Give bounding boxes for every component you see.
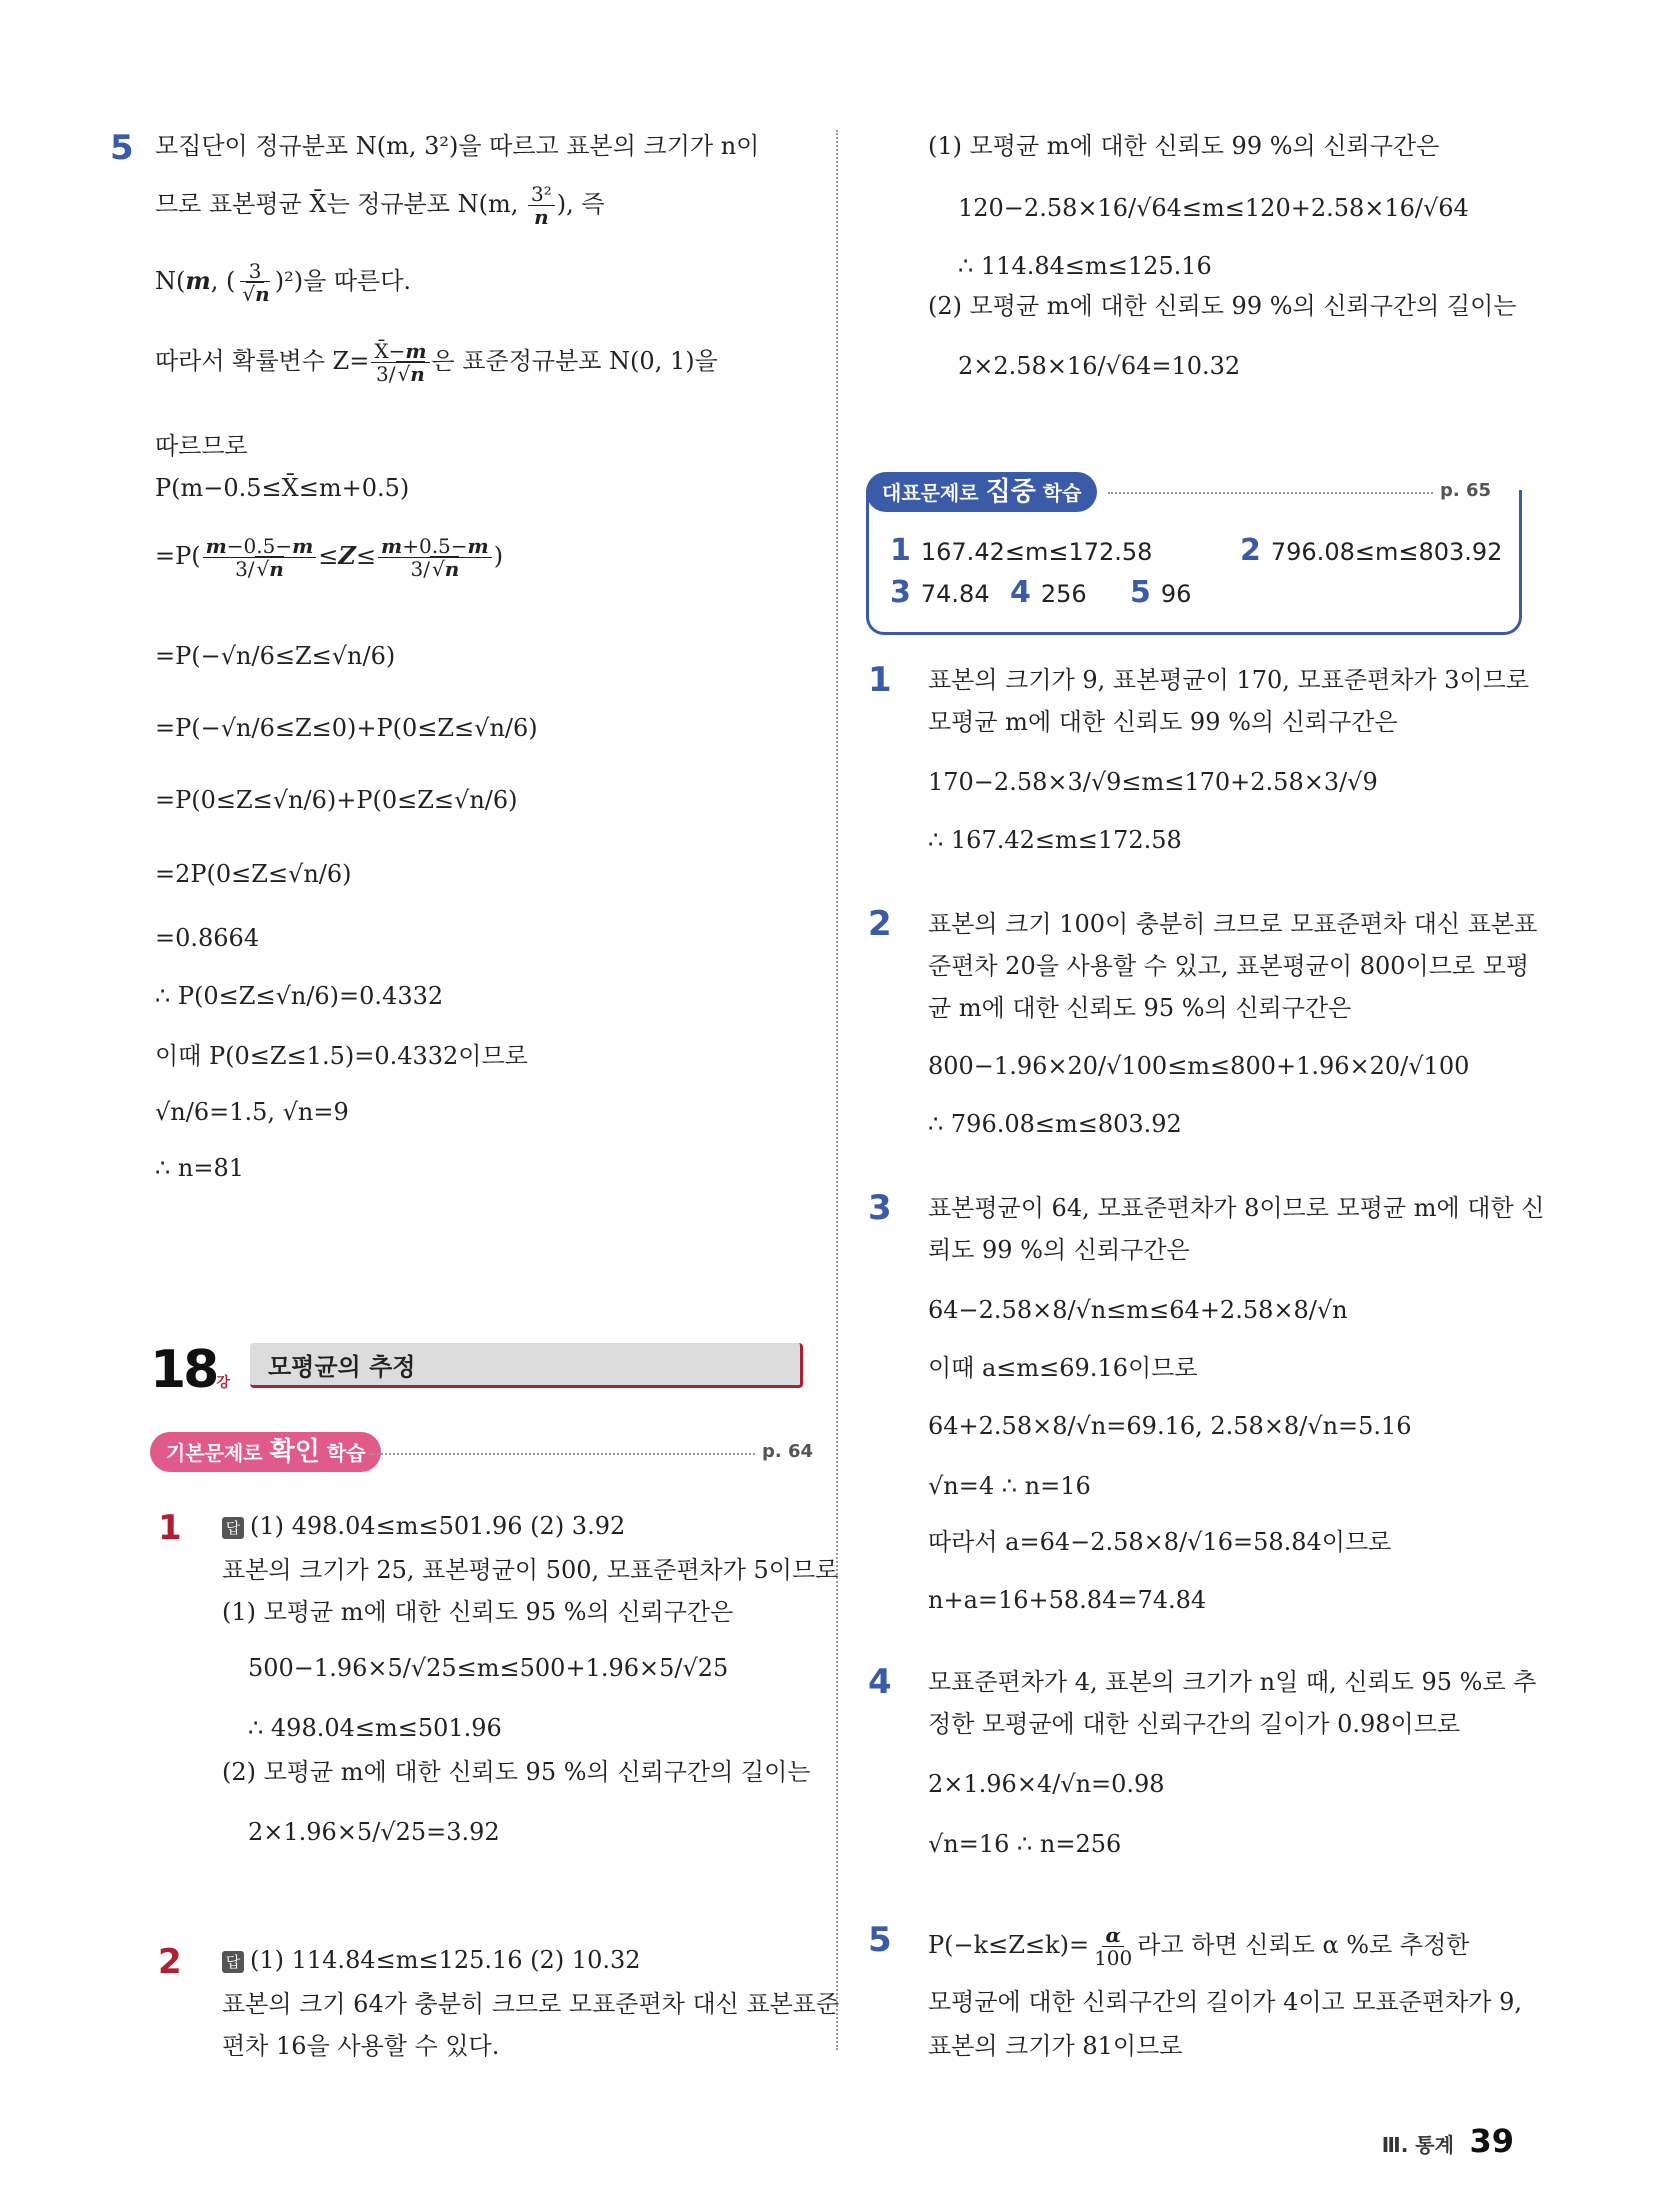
text-line: 모표준편차가 4, 표본의 크기가 n일 때, 신뢰도 95 %로 추 [928, 1668, 1537, 1696]
text-line: 표본평균이 64, 모표준편차가 8이므로 모평균 m에 대한 신 [928, 1194, 1545, 1222]
math-line: 이때 P(0≤Z≤1.5)=0.4332이므로 [155, 1042, 528, 1070]
math-line: =P( $\frac{m-0.5-m}{3/√ n}$ ≤Z≤ $\frac{m+0.5-m}{3/√ n}$ ) [155, 535, 503, 580]
text-line: 표본의 크기 100이 충분히 크므로 모표준편차 대신 표본표 [928, 910, 1538, 938]
math-line: ∴ n=81 [155, 1154, 245, 1182]
problem-number-5: 5 [110, 128, 134, 168]
fraction: $\frac{\text{3²}}{n}$ [528, 183, 555, 228]
summary-answer-5: 5 96 [1130, 575, 1192, 610]
math-line: n+a=16+58.84=74.84 [928, 1586, 1207, 1614]
math-line: =0.8664 [155, 924, 260, 952]
text-line: 준편차 20을 사용할 수 있고, 표본평균이 800이므로 모평 [928, 952, 1530, 980]
math-line: ∴ 114.84≤m≤125.16 [958, 252, 1212, 280]
text-line: (2) 모평균 m에 대한 신뢰도 99 %의 신뢰구간의 길이는 [928, 292, 1517, 320]
math-line: √n/6=1.5, √n=9 [155, 1098, 349, 1126]
math-line: 2×2.58×16/√64=10.32 [958, 352, 1241, 380]
text-line: P(−k≤Z≤k)= $\frac{\alpha}{100}$ 라고 하면 신뢰도 α %로 추정한 [928, 1923, 1470, 1970]
summary-answer-2: 2 796.08≤m≤803.92 [1240, 533, 1503, 568]
page-number: 39 [1469, 2122, 1514, 2160]
text-line: 표본의 크기 64가 충분히 크므로 모표준편차 대신 표본표준 [222, 1990, 840, 2018]
math-line: 64+2.58×8/√n=69.16, 2.58×8/√n=5.16 [928, 1412, 1412, 1440]
math-line: P(m−0.5≤X̄≤m+0.5) [155, 474, 410, 502]
math-line: √n=4 ∴ n=16 [928, 1472, 1091, 1500]
problem-number-5: 5 [868, 1920, 892, 1960]
summary-answer-4: 4 256 [1010, 575, 1087, 610]
page-reference: p. 64 [762, 1441, 814, 1462]
math-line: 170−2.58×3/√9≤m≤170+2.58×3/√9 [928, 768, 1378, 796]
column-divider [836, 130, 838, 2050]
page-footer [1382, 2122, 1514, 2160]
math-line: =P(−√n/6≤Z≤0)+P(0≤Z≤√n/6) [155, 714, 538, 742]
math-line: 2×1.96×4/√n=0.98 [928, 1770, 1165, 1798]
summary-answer-1: 1 167.42≤m≤172.58 [890, 533, 1153, 568]
representative-problem-label: 대표문제로 집중 학습 [866, 472, 1097, 512]
math-line: 500−1.96×5/√25≤m≤500+1.96×5/√25 [248, 1654, 729, 1682]
section-number: 18강 [150, 1340, 230, 1400]
math-line: =P(0≤Z≤√n/6)+P(0≤Z≤√n/6) [155, 786, 518, 814]
answer-badge: 답 [222, 1517, 244, 1539]
text-line: 므로 표본평균 X̄는 정규분포 N(m, $\frac{\text{3²}}{n}$ ), 즉 [155, 182, 605, 229]
section-header [150, 1340, 810, 1400]
text-line: N(m, ( 3 √ n )²)을 따른다. [155, 260, 411, 305]
text-line: 표본의 크기가 25, 표본평균이 500, 모표준편차가 5이므로 [222, 1556, 839, 1584]
text-line: 균 m에 대한 신뢰도 95 %의 신뢰구간은 [928, 994, 1352, 1022]
problem-number-1: 1 [158, 1508, 182, 1548]
math-line: 64−2.58×8/√n≤m≤64+2.58×8/√n [928, 1296, 1348, 1324]
text-line: 이때 a≤m≤69.16이므로 [928, 1354, 1198, 1382]
text-line: 정한 모평균에 대한 신뢰구간의 길이가 0.98이므로 [928, 1710, 1461, 1738]
math-line: ∴ P(0≤Z≤√n/6)=0.4332 [155, 982, 444, 1010]
text-line: 모평균 m에 대한 신뢰도 99 %의 신뢰구간은 [928, 708, 1398, 736]
chapter-label: Ⅲ. 통계 [1381, 2133, 1454, 2157]
problem-number-3: 3 [868, 1188, 892, 1228]
text-line: 따라서 확률변수 Z= $\frac{X̄-m}{3/√ n}$ 은 표준정규분포 N(0, 1)을 [155, 340, 718, 385]
math-line: 120−2.58×16/√64≤m≤120+2.58×16/√64 [958, 194, 1469, 222]
problem-number-2: 2 [868, 904, 892, 944]
text-line: (1) 모평균 m에 대한 신뢰도 99 %의 신뢰구간은 [928, 132, 1440, 160]
dotted-rule [1108, 492, 1433, 494]
problem-number-1: 1 [868, 660, 892, 700]
math-line: √n=16 ∴ n=256 [928, 1830, 1122, 1858]
math-line: 800−1.96×20/√100≤m≤800+1.96×20/√100 [928, 1052, 1470, 1080]
answer-badge: 답 [222, 1951, 244, 1973]
text-line: (1) 모평균 m에 대한 신뢰도 95 %의 신뢰구간은 [222, 1598, 734, 1626]
problem-number-4: 4 [868, 1662, 892, 1702]
text-line: 표본의 크기가 9, 표본평균이 170, 모표준편차가 3이므로 [928, 666, 1530, 694]
math-line: ∴ 796.08≤m≤803.92 [928, 1110, 1182, 1138]
math-line: =P(−√n/6≤Z≤√n/6) [155, 642, 396, 670]
math-line: ∴ 498.04≤m≤501.96 [248, 1714, 502, 1742]
basic-problem-label: 기본문제로 확인 학습 [150, 1432, 381, 1472]
dotted-rule [370, 1453, 755, 1455]
section-title-bar [250, 1343, 803, 1388]
math-line: =2P(0≤Z≤√n/6) [155, 860, 352, 888]
text-line: (2) 모평균 m에 대한 신뢰도 95 %의 신뢰구간의 길이는 [222, 1758, 811, 1786]
text-line: 표본의 크기가 81이므로 [928, 2032, 1183, 2060]
text-line: 모평균에 대한 신뢰구간의 길이가 4이고 모표준편차가 9, [928, 1988, 1522, 2016]
text-line: 뢰도 99 %의 신뢰구간은 [928, 1236, 1190, 1264]
math-line: 2×1.96×5/√25=3.92 [248, 1818, 500, 1846]
text-line: 따르므로 [155, 432, 248, 460]
problem-number-2: 2 [158, 1942, 182, 1982]
summary-answer-3: 3 74.84 [890, 575, 990, 610]
math-line: ∴ 167.42≤m≤172.58 [928, 826, 1182, 854]
math-line: 따라서 a=64−2.58×8/√16=58.84이므로 [928, 1528, 1392, 1556]
answer-line: 답 (1) 114.84≤m≤125.16 (2) 10.32 [222, 1944, 641, 1976]
page-reference: p. 65 [1440, 480, 1492, 501]
text-line: 모집단이 정규분포 N(m, 3²)을 따르고 표본의 크기가 n이 [155, 132, 760, 160]
section-title: 모평균의 추정 [268, 1353, 416, 1381]
answer-line: 답 (1) 498.04≤m≤501.96 (2) 3.92 [222, 1510, 625, 1542]
text-line: 편차 16을 사용할 수 있다. [222, 2032, 500, 2060]
